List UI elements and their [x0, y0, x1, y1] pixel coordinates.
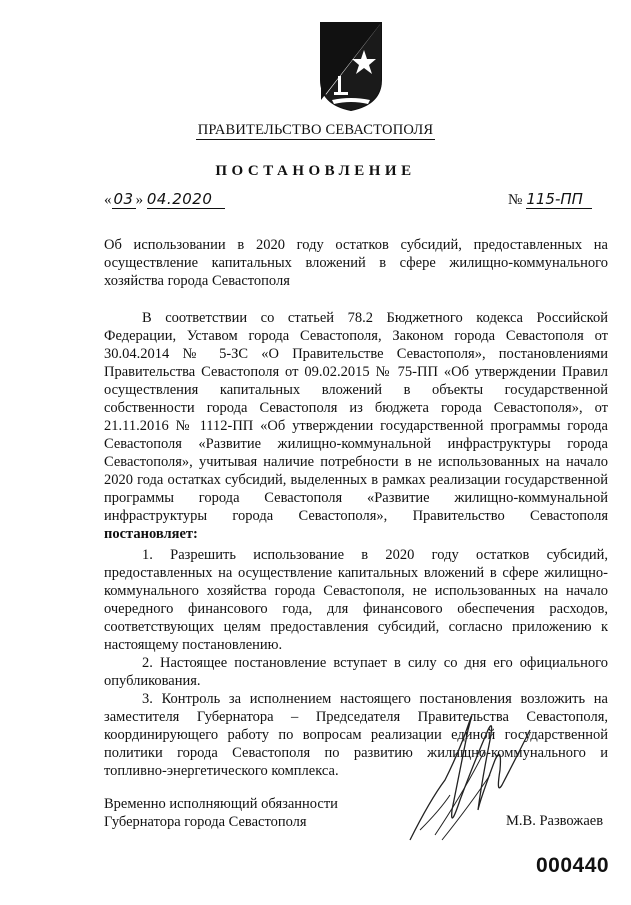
date-open-quote: « [104, 192, 112, 208]
document-date [104, 190, 225, 209]
number-value: 115-ПП [526, 190, 592, 209]
registration-number: 000440 [536, 854, 610, 877]
resolution-item-1: 1. Разрешить использование в 2020 году остатков субсидий, предоставленных на осуществление капитальных вложений в сфере жилищно-коммунального хозяйства города Севастополя, не использованных на начало очередного финансового года, для финансового обеспечения расходов, соответствующих целям предоставления субсидий, согласно приложению к настоящему постановлению. [104, 547, 608, 653]
coat-of-arms-icon [318, 20, 384, 112]
preamble [104, 309, 608, 543]
signer-name: М.В. Развожаев [506, 813, 604, 829]
document-number [508, 190, 592, 209]
signer-title-line-2: Губернатора города Севастополя [104, 814, 307, 830]
date-day: 03 [113, 190, 134, 208]
organization-name: ПРАВИТЕЛЬСТВО СЕВАСТОПОЛЯ [197, 122, 434, 138]
date-month-year: 04.2020 [147, 190, 225, 209]
preamble-resolves: постановляет: [104, 526, 198, 542]
signer-title [104, 795, 338, 831]
number-prefix: № [508, 192, 523, 208]
preamble-text: В соответствии со статьей 78.2 Бюджетного кодекса Российской Федерации, Уставом города Севастополя, Законом города Севастополя от 30.04.2014 № 5-ЗС «О Правительстве Севастополя», постановлениями Правительства Севастополя от 09.02.2015 № 75-ПП «Об утверждении Правил осуществления капитальных вложений в объекты государственной собственности города Севастополя из бюджета города Севастополя», от 21.11.2016 № 1112-ПП «Об утверждении государственной программы города Севастополя «Развитие жилищно-коммунальной инфраструктуры города Севастополя», учитывая наличие потребности в не использованных на начало 2020 года остатках субсидий, выделенных в рамках реализации государственной программы города Севастополя «Развитие жилищно-коммунальной инфраструктуры города Севастополя», Правительство Севастополя [104, 310, 608, 524]
document-subject: Об использовании в 2020 году остатков субсидий, предоставленных на осуществление капитальных вложений в сфере жилищно-коммунального хозяйства города Севастополя [104, 237, 608, 289]
signer-title-line-1: Временно исполняющий обязанности [104, 796, 338, 812]
resolution-item-2: 2. Настоящее постановление вступает в силу со дня его официального опубликования. [104, 655, 608, 689]
document-type: ПОСТАНОВЛЕНИЕ [215, 163, 416, 179]
resolution-item-3: 3. Контроль за исполнением настоящего постановления возложить на заместителя Губернатора – Председателя Правительства Севастополя, координирующего работу по вопросам реализации единой государственной политики города Севастополя по развитию жилищно-коммунального и топливно-энергетического комплекса. [104, 691, 608, 779]
date-close-quote: » [135, 192, 144, 208]
